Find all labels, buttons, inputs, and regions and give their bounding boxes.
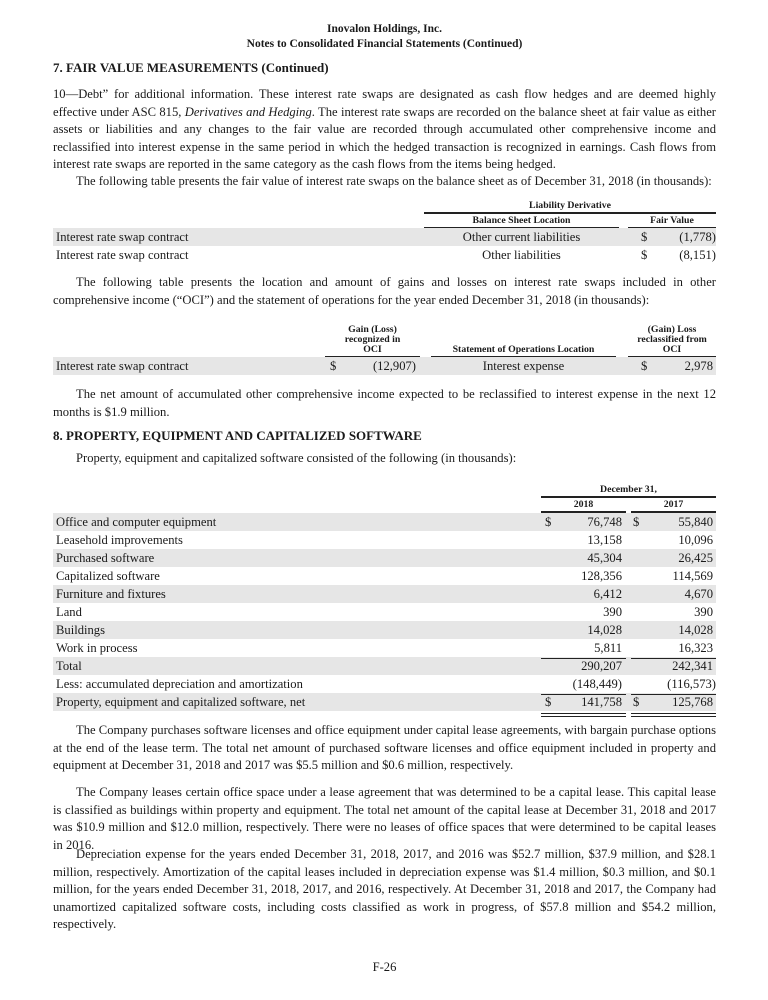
row-location: Other current liabilities: [462, 230, 581, 244]
row-label: Property, equipment and capitalized software, net: [56, 695, 306, 709]
page-subtitle: Notes to Consolidated Financial Statements (Continued): [246, 38, 523, 50]
row-label: Office and computer equipment: [56, 515, 217, 529]
row-label: Buildings: [56, 623, 105, 637]
table-row: [53, 603, 716, 621]
row-label: Purchased software: [56, 551, 155, 565]
row-value-2018: (148,449): [572, 677, 622, 691]
row-value: (8,151): [679, 248, 716, 262]
row-label: Total: [56, 659, 82, 673]
para-text: 10—Debt” for additional information. These interest rate swaps are designated as cash flow hedges and are deemed highly effective under ASC 815,: [53, 87, 716, 119]
table-rule: [541, 496, 716, 498]
row-value-2017: 26,425: [678, 551, 713, 565]
table-row: [53, 246, 716, 264]
double-underline: [541, 716, 626, 717]
row-currency-2018: $: [545, 695, 552, 709]
row-label: Furniture and fixtures: [56, 587, 166, 601]
row-label: Interest rate swap contract: [56, 248, 189, 262]
section-7-paragraph-4: The net amount of accumulated other comprehensive income expected to be reclassified to interest expense in the next 12 months is $1.9 million.: [53, 387, 716, 419]
double-underline: [631, 716, 716, 717]
table-row: [53, 675, 716, 693]
row-currency: $: [641, 248, 648, 262]
row-value-2017: 390: [694, 605, 713, 619]
row-value: (1,778): [679, 230, 716, 244]
double-underline: [541, 713, 626, 714]
row-value-2018: 76,748: [587, 515, 622, 529]
row-label: Interest rate swap contract: [56, 359, 189, 373]
row-currency-2018: $: [545, 515, 552, 529]
row-value-2018: 5,811: [594, 641, 622, 655]
row-reclass-value: 2,978: [684, 359, 713, 373]
row-value-2017: 4,670: [684, 587, 713, 601]
row-currency: $: [641, 230, 648, 244]
table-row: [53, 513, 716, 531]
row-value-2017: 55,840: [678, 515, 713, 529]
row-currency-2017: $: [633, 515, 640, 529]
para-italic-text: Derivatives and Hedging: [184, 104, 312, 119]
company-name: Inovalon Holdings, Inc.: [326, 23, 443, 35]
section-7-paragraph-2: The following table presents the fair value of interest rate swaps on the balance sheet as of December 31, 2018 (in thousands):: [76, 174, 712, 188]
table-row: [53, 585, 716, 603]
column-header-reclassified: [628, 325, 716, 355]
double-underline: [631, 713, 716, 714]
section-8-paragraph-3: The Company leases certain office space under a lease agreement that was determined to be a capital lease. This capital lease is classified as buildings within property and equipment. The total net amount of the capital lease at December 31, 2018 and 2017 was $10.9 million and $12.0 million, respectively. There were no leases of office spaces that were determined to be capital leases in 2016.: [53, 785, 716, 852]
row-value-2018: 45,304: [587, 551, 622, 565]
row-value-2018: 390: [603, 605, 622, 619]
section-8-title: 8. PROPERTY, EQUIPMENT AND CAPITALIZED SOFTWARE: [53, 428, 422, 443]
section-8-paragraph-4: Depreciation expense for the years ended December 31, 2018, 2017, and 2016 was $52.7 million, $37.9 million, and $28.1 million, respectively. Amortization of the capital leases included in depreciation expense was $1.4 million, $0.3 million, and $0.1 million, for the years ended December 31, 2018, 2017, and 2016, respectively. At December 31, 2018 and 2017, the Company had unamortized capitalized software costs, including costs classified as work in progress, of $57.8 million and $54.2 million, respectively.: [53, 847, 716, 932]
row-label: Land: [56, 605, 82, 619]
row-value-2017: 10,096: [678, 533, 713, 547]
table-row: [53, 531, 716, 549]
row-location: Interest expense: [482, 359, 565, 373]
table-row: [53, 621, 716, 639]
row-label: Interest rate swap contract: [56, 230, 189, 244]
row-value-2017: 125,768: [672, 695, 713, 709]
table-rule: [631, 658, 716, 659]
table-row: [53, 567, 716, 585]
row-value-2018: 128,356: [581, 569, 622, 583]
row-value-2017: 14,028: [678, 623, 713, 637]
table-group-header: December 31,: [600, 484, 657, 495]
row-value-2018: 6,412: [593, 587, 622, 601]
column-header-location: Statement of Operations Location: [452, 344, 595, 355]
table-rule: [541, 694, 626, 695]
table-row: [53, 228, 716, 246]
row-gain-value: (12,907): [372, 359, 416, 373]
table-row: [53, 639, 716, 657]
header-line: recognized in: [344, 334, 401, 345]
table-row: [53, 693, 716, 711]
column-header-gain-loss: [325, 325, 420, 355]
header-line: OCI: [363, 344, 382, 355]
row-value-2018: 13,158: [587, 533, 622, 547]
table-row: [53, 549, 716, 567]
column-header-2017: 2017: [663, 499, 684, 510]
row-label: Leasehold improvements: [56, 533, 183, 547]
row-value-2018: 290,207: [581, 659, 622, 673]
row-label: Work in process: [56, 641, 138, 655]
row-currency: $: [641, 359, 648, 373]
section-8-paragraph-2: The Company purchases software licenses and office equipment under capital lease agreements, with bargain purchase options at the end of the lease term. The total net amount of purchased software licenses and office equipment included in property and equipment at December 31, 2018 and 2017 was $5.5 million and $0.6 million, respectively.: [53, 723, 716, 773]
column-header-location: Balance Sheet Location: [472, 215, 571, 226]
row-value-2017: 114,569: [672, 569, 713, 583]
column-header-2018: 2018: [573, 499, 594, 510]
table-rule: [541, 658, 626, 659]
row-value-2018: 14,028: [587, 623, 622, 637]
row-currency-2017: $: [633, 695, 640, 709]
table-row: [53, 357, 716, 375]
header-line: OCI: [662, 344, 682, 355]
header-line: reclassified from: [637, 334, 707, 345]
row-value-2017: (116,573): [667, 677, 716, 691]
row-value-2018: 141,758: [581, 695, 622, 709]
table-rule: [424, 212, 716, 214]
section-8-paragraph-1: Property, equipment and capitalized software consisted of the following (in thousands):: [76, 451, 517, 465]
row-location: Other liabilities: [482, 248, 561, 262]
header-line: Gain (Loss): [348, 324, 397, 335]
para-text: . The interest rate swaps are recorded on the balance sheet at fair value as either assets or liabilities and any changes to the fair value are recorded through accumulated other comprehensive income and reclassified into interest expense in the same period in which the hedged transaction is recognized in earnings. Cash flows from interest rate swaps are reported in the same category as the cash flows from the items being hedged.: [53, 104, 716, 172]
row-label: Capitalized software: [56, 569, 160, 583]
section-7-paragraph-1: [53, 86, 716, 174]
column-header-fair-value: Fair Value: [650, 215, 694, 226]
table-rule: [631, 694, 716, 695]
section-7-title: 7. FAIR VALUE MEASUREMENTS (Continued): [53, 60, 329, 75]
row-currency: $: [330, 359, 337, 373]
page-number: F-26: [372, 960, 397, 974]
row-value-2017: 16,323: [678, 641, 713, 655]
table-row: [53, 657, 716, 675]
section-7-paragraph-3: The following table presents the location and amount of gains and losses on interest rate swaps included in other comprehensive income (“OCI”) and the statement of operations for the year ended December 31, 2018 (in thousands):: [53, 275, 716, 307]
header-line: (Gain) Loss: [647, 324, 697, 335]
table-group-header: Liability Derivative: [529, 200, 611, 211]
row-value-2017: 242,341: [672, 659, 713, 673]
row-label: Less: accumulated depreciation and amortization: [56, 677, 303, 691]
